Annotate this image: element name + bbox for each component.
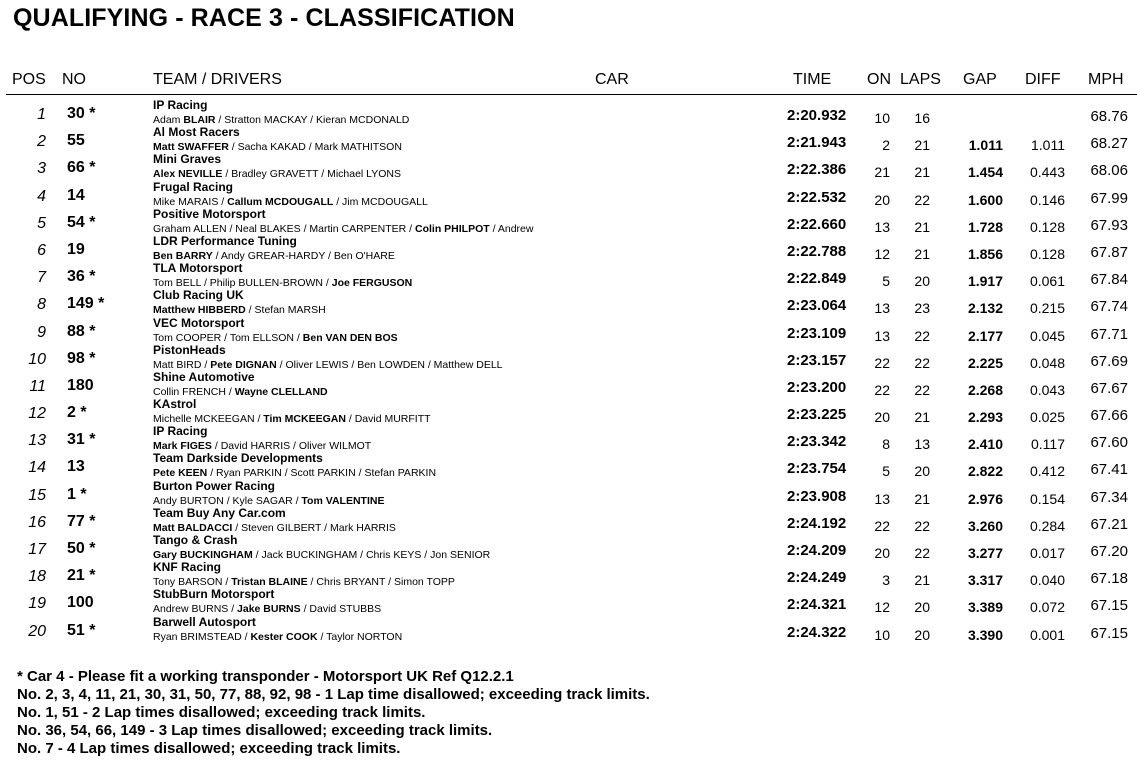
laps-cell: 21	[914, 409, 930, 426]
gap-cell: 3.389	[967, 599, 1003, 616]
diff-cell: 0.443	[1029, 164, 1065, 181]
gap-cell: 3.390	[967, 626, 1003, 643]
driver-name: / David MURFITT	[345, 413, 431, 426]
diff-cell: 0.072	[1029, 599, 1065, 616]
mph-cell: 67.20	[1090, 543, 1128, 560]
team-name: LDR Performance Tuning	[153, 233, 297, 248]
pos-cell: 4	[37, 187, 46, 205]
diff-cell: 0.128	[1029, 245, 1065, 262]
mph-cell: 67.67	[1090, 379, 1128, 397]
driver-name-highlighted: Tim MCKEEGAN	[263, 413, 346, 426]
col-header-gap: GAP	[963, 71, 997, 88]
page-title: QUALIFYING - RACE 3 - CLASSIFICATION	[13, 4, 515, 32]
driver-name: Tom BELL / Philip BULLEN-BROWN /	[153, 277, 332, 290]
pos-cell: 12	[28, 405, 46, 423]
col-header-mph: MPH	[1088, 71, 1124, 88]
car-number-cell: 180	[67, 376, 94, 394]
diff-cell: 0.048	[1029, 354, 1065, 371]
drivers-list	[153, 467, 436, 479]
car-number-cell: 66 *	[67, 159, 96, 177]
pos-cell: 2	[37, 133, 46, 151]
laps-cell: 21	[914, 245, 930, 262]
diff-cell: 0.040	[1029, 572, 1065, 589]
driver-name: / Andy GREAR-HARDY / Ben O'HARE	[212, 249, 395, 262]
table-row	[0, 506, 1137, 533]
laps-cell: 22	[914, 381, 930, 398]
table-row	[0, 370, 1137, 397]
note-line: * Car 4 - Please fit a working transponder - Motorsport UK Ref Q12.2.1	[17, 668, 514, 685]
laps-cell: 20	[914, 273, 930, 290]
team-name: KNF Racing	[153, 560, 222, 575]
table-row	[0, 125, 1137, 152]
pos-cell: 17	[28, 541, 46, 558]
diff-cell: 1.011	[1031, 137, 1065, 154]
car-number-cell: 36 *	[67, 268, 96, 286]
table-row	[0, 451, 1137, 478]
team-name: Tango & Crash	[153, 533, 238, 547]
laps-cell: 23	[914, 300, 930, 317]
drivers-list	[153, 250, 395, 262]
gap-cell: 3.317	[967, 572, 1003, 589]
mph-cell: 67.99	[1090, 189, 1128, 207]
table-row	[0, 288, 1137, 315]
table-row	[0, 587, 1137, 614]
driver-name-highlighted: Matt SWAFFER	[153, 141, 229, 154]
driver-name-highlighted: Matt BALDACCI	[153, 521, 233, 534]
pos-cell: 10	[28, 350, 46, 368]
col-header-on: ON	[867, 71, 891, 88]
team-name: KAstrol	[153, 397, 197, 412]
pos-cell: 18	[28, 568, 46, 586]
drivers-list	[153, 440, 371, 452]
drivers-list	[153, 223, 533, 235]
driver-name-highlighted: Matthew HIBBERD	[153, 304, 246, 317]
gap-cell: 2.293	[967, 409, 1003, 426]
car-number-cell: 19	[67, 240, 85, 258]
driver-name-highlighted: Alex NEVILLE	[153, 168, 223, 181]
col-header-no: NO	[62, 71, 86, 88]
team-name: Mini Graves	[153, 152, 222, 167]
time-cell: 2:20.932	[787, 107, 847, 124]
gap-cell: 2.976	[967, 490, 1003, 507]
laps-cell: 21	[914, 490, 930, 507]
table-row	[0, 234, 1137, 261]
gap-cell: 1.600	[967, 191, 1003, 208]
driver-name: Mike MARAIS /	[153, 195, 228, 208]
driver-name-highlighted: Jake BURNS	[237, 603, 301, 616]
pos-cell: 5	[37, 214, 46, 232]
team-name: Team Buy Any Car.com	[153, 505, 286, 520]
on-lap-cell: 2	[882, 137, 890, 154]
driver-name: Tony BARSON /	[153, 576, 232, 589]
note-line: No. 1, 51 - 2 Lap times disallowed; exceeding track limits.	[17, 704, 426, 721]
driver-name-highlighted: Callum MCDOUGALL	[227, 195, 334, 208]
drivers-list	[153, 495, 384, 507]
notes-section	[17, 668, 650, 758]
on-lap-cell: 12	[874, 599, 890, 616]
time-cell: 2:21.943	[787, 134, 847, 152]
driver-name: / Ryan PARKIN / Scott PARKIN / Stefan PARKIN	[207, 467, 437, 480]
gap-cell: 1.011	[968, 137, 1003, 154]
time-cell: 2:24.322	[787, 623, 847, 641]
on-lap-cell: 5	[882, 463, 890, 480]
on-lap-cell: 3	[882, 572, 890, 589]
gap-cell: 1.856	[967, 245, 1003, 262]
driver-name-highlighted: Mark FIGES	[153, 440, 212, 453]
time-cell: 2:24.192	[787, 514, 847, 532]
team-name: Al Most Racers	[153, 125, 240, 140]
col-header-diff: DIFF	[1025, 71, 1061, 88]
drivers-list	[153, 386, 328, 398]
on-lap-cell: 12	[874, 245, 890, 262]
pos-cell: 7	[37, 269, 46, 287]
on-lap-cell: 13	[874, 490, 890, 507]
car-number-cell: 14	[67, 186, 85, 204]
table-row	[0, 261, 1137, 288]
diff-cell: 0.146	[1029, 191, 1065, 208]
team-name: PistonHeads	[153, 342, 226, 357]
note-line: No. 7 - 4 Lap times disallowed; exceeding track limits.	[17, 740, 401, 757]
mph-cell: 67.15	[1090, 624, 1128, 642]
time-cell: 2:23.064	[787, 297, 847, 315]
drivers-list	[153, 114, 409, 126]
mph-cell: 67.34	[1090, 488, 1128, 506]
diff-cell: 0.117	[1031, 436, 1065, 453]
table-row	[0, 533, 1137, 560]
laps-cell: 21	[914, 164, 930, 181]
mph-cell: 67.41	[1090, 461, 1128, 479]
pos-cell: 9	[37, 323, 46, 341]
drivers-list	[153, 603, 381, 615]
laps-cell: 20	[914, 626, 930, 643]
table-row	[0, 98, 1137, 125]
pos-cell: 6	[37, 241, 46, 259]
team-name: Team Darkside Developments	[153, 451, 323, 466]
drivers-list	[153, 141, 402, 153]
gap-cell: 1.454	[967, 164, 1003, 181]
driver-name-highlighted: Pete KEEN	[153, 467, 208, 480]
driver-name: / Sacha KAKAD / Mark MATHITSON	[228, 141, 402, 154]
diff-cell: 0.043	[1029, 381, 1065, 398]
driver-name-highlighted: Pete DIGNAN	[210, 358, 277, 371]
on-lap-cell: 22	[874, 354, 890, 371]
drivers-list	[153, 522, 396, 534]
pos-cell: 8	[37, 296, 46, 314]
pos-cell: 11	[29, 377, 46, 395]
team-name: Positive Motorsport	[153, 206, 266, 221]
table-row	[0, 560, 1137, 587]
car-number-cell: 54 *	[67, 213, 96, 231]
time-cell: 2:22.788	[787, 242, 847, 260]
driver-name: / Stratton MACKAY / Kieran MCDONALD	[215, 114, 410, 126]
on-lap-cell: 13	[874, 300, 890, 317]
laps-cell: 21	[914, 572, 930, 589]
pos-cell: 14	[28, 459, 46, 477]
laps-cell: 22	[914, 327, 930, 344]
car-number-cell: 21 *	[67, 567, 96, 585]
gap-cell: 1.917	[967, 273, 1003, 290]
drivers-list	[153, 413, 431, 425]
time-cell: 2:23.754	[787, 460, 847, 478]
car-number-cell: 100	[67, 594, 94, 612]
time-cell: 2:22.849	[787, 270, 847, 288]
car-number-cell: 1 *	[67, 485, 87, 503]
time-cell: 2:23.908	[787, 487, 847, 505]
laps-cell: 22	[914, 191, 930, 208]
gap-cell: 3.260	[967, 517, 1003, 534]
drivers-list	[153, 168, 401, 180]
laps-cell: 22	[914, 545, 930, 561]
mph-cell: 67.21	[1090, 515, 1128, 533]
diff-cell: 0.045	[1029, 327, 1065, 344]
driver-name: Michelle MCKEEGAN /	[153, 413, 264, 426]
on-lap-cell: 20	[874, 191, 890, 208]
driver-name: Graham ALLEN / Neal BLAKES / Martin CARPENTER /	[153, 222, 416, 235]
time-cell: 2:22.660	[787, 215, 847, 233]
car-number-cell: 98 *	[67, 349, 96, 367]
team-name: Shine Automotive	[153, 369, 255, 384]
driver-name-highlighted: Colin PHILPOT	[415, 222, 490, 235]
diff-cell: 0.215	[1029, 300, 1065, 317]
classification-table	[0, 98, 1137, 642]
driver-name: / David HARRIS / Oliver WILMOT	[211, 440, 372, 453]
mph-cell: 67.71	[1090, 325, 1128, 343]
on-lap-cell: 22	[874, 381, 890, 398]
laps-cell: 13	[914, 436, 930, 453]
drivers-list	[153, 304, 326, 316]
time-cell: 2:23.225	[787, 406, 847, 424]
driver-name: Ryan BRIMSTEAD /	[153, 630, 251, 643]
on-lap-cell: 8	[882, 436, 890, 453]
mph-cell: 67.74	[1090, 298, 1128, 316]
gap-cell: 2.268	[967, 381, 1003, 398]
mph-cell: 67.84	[1090, 271, 1128, 289]
driver-name-highlighted: Kester COOK	[250, 630, 318, 643]
gap-cell: 2.177	[967, 327, 1003, 344]
on-lap-cell: 20	[874, 545, 890, 561]
diff-cell: 0.025	[1029, 409, 1065, 426]
driver-name: / Taylor NORTON	[317, 630, 403, 643]
diff-cell: 0.017	[1029, 545, 1065, 561]
time-cell: 2:22.386	[787, 161, 847, 179]
col-header-car: CAR	[595, 71, 629, 88]
driver-name-highlighted: Wayne CLELLAND	[234, 385, 328, 398]
driver-name-highlighted: Ben VAN DEN BOS	[302, 331, 398, 344]
drivers-list	[153, 277, 412, 289]
drivers-list	[153, 631, 402, 643]
driver-name: Adam	[153, 114, 184, 126]
driver-name-highlighted: Tristan BLAINE	[231, 576, 308, 589]
team-name: Club Racing UK	[153, 288, 244, 303]
car-number-cell: 31 *	[67, 431, 96, 449]
time-cell: 2:22.532	[787, 188, 847, 206]
table-row	[0, 207, 1137, 234]
mph-cell: 67.15	[1090, 597, 1128, 615]
laps-cell: 21	[914, 218, 930, 235]
driver-name: / Steven GILBERT / Mark HARRIS	[232, 521, 396, 534]
diff-cell: 0.412	[1029, 463, 1065, 480]
mph-cell: 67.66	[1090, 407, 1128, 425]
team-name: StubBurn Motorsport	[153, 587, 275, 602]
table-row	[0, 316, 1137, 343]
time-cell: 2:24.249	[787, 569, 847, 587]
note-line: No. 2, 3, 4, 11, 21, 30, 31, 50, 77, 88, 92, 98 - 1 Lap time disallowed; exceeding track limits.	[17, 686, 650, 703]
time-cell: 2:23.109	[787, 324, 847, 342]
driver-name: / Andrew	[489, 222, 534, 235]
car-number-cell: 149 *	[67, 295, 105, 313]
table-row	[0, 615, 1137, 642]
car-number-cell: 2 *	[67, 404, 87, 422]
pos-cell: 19	[28, 595, 46, 613]
team-name: IP Racing	[153, 424, 208, 439]
drivers-list	[153, 332, 398, 344]
driver-name: / Oliver LEWIS / Ben LOWDEN / Matthew DELL	[276, 358, 503, 371]
driver-name: Matt BIRD /	[153, 358, 211, 371]
car-number-cell: 77 *	[67, 512, 96, 530]
col-header-time: TIME	[793, 71, 832, 88]
laps-cell: 20	[914, 599, 930, 616]
car-number-cell: 50 *	[67, 540, 96, 557]
time-cell: 2:23.157	[787, 351, 847, 369]
table-row	[0, 397, 1137, 424]
team-name: TLA Motorsport	[153, 261, 243, 276]
driver-name: / Stefan MARSH	[245, 304, 326, 317]
mph-cell: 67.87	[1090, 243, 1128, 261]
time-cell: 2:23.200	[787, 378, 847, 396]
on-lap-cell: 10	[874, 626, 890, 643]
diff-cell: 0.001	[1029, 626, 1065, 643]
diff-cell: 0.128	[1029, 218, 1065, 235]
driver-name-highlighted: Ben BARRY	[153, 249, 213, 262]
driver-name: / Bradley GRAVETT / Michael LYONS	[222, 168, 401, 181]
gap-cell: 2.225	[967, 354, 1003, 371]
pos-cell: 16	[28, 513, 46, 531]
col-header-team: TEAM / DRIVERS	[153, 71, 282, 88]
diff-cell: 0.154	[1029, 490, 1065, 507]
car-number-cell: 13	[67, 458, 85, 476]
pos-cell: 13	[28, 432, 46, 450]
mph-cell: 68.27	[1090, 135, 1128, 153]
on-lap-cell: 20	[874, 409, 890, 426]
mph-cell: 67.60	[1090, 434, 1128, 452]
drivers-list	[153, 576, 455, 588]
table-row	[0, 180, 1137, 207]
on-lap-cell: 13	[874, 327, 890, 344]
mph-cell: 67.69	[1090, 352, 1128, 370]
on-lap-cell: 13	[874, 218, 890, 235]
car-number-cell: 55	[67, 132, 85, 150]
note-line: No. 36, 54, 66, 149 - 3 Lap times disallowed; exceeding track limits.	[17, 722, 493, 739]
col-header-laps: LAPS	[900, 71, 941, 88]
team-name: Barwell Autosport	[153, 614, 256, 629]
drivers-list	[153, 196, 428, 208]
col-header-pos: POS	[12, 71, 46, 88]
diff-cell: 0.061	[1029, 273, 1065, 290]
driver-name: Collin FRENCH /	[153, 385, 235, 398]
car-number-cell: 30 *	[67, 105, 96, 122]
laps-cell: 21	[914, 137, 930, 154]
mph-cell: 67.18	[1090, 570, 1128, 588]
car-number-cell: 51 *	[67, 621, 96, 639]
team-name: IP Racing	[153, 98, 208, 112]
gap-cell: 2.132	[967, 300, 1003, 317]
laps-cell: 22	[914, 354, 930, 371]
pos-cell: 1	[37, 106, 46, 123]
pos-cell: 3	[37, 160, 46, 178]
team-name: Burton Power Racing	[153, 478, 276, 493]
pos-cell: 20	[28, 622, 46, 640]
driver-name: Andy BURTON / Kyle SAGAR /	[153, 494, 302, 507]
time-cell: 2:23.342	[787, 433, 847, 451]
laps-cell: 22	[914, 517, 930, 534]
driver-name-highlighted: BLAIR	[183, 114, 216, 126]
team-name: VEC Motorsport	[153, 315, 245, 330]
gap-cell: 2.410	[967, 436, 1003, 453]
mph-cell: 68.06	[1090, 162, 1128, 180]
on-lap-cell: 5	[882, 273, 890, 290]
gap-cell: 2.822	[967, 463, 1003, 480]
driver-name: / Chris BRYANT / Simon TOPP	[307, 576, 455, 589]
laps-cell: 20	[914, 463, 930, 480]
time-cell: 2:24.209	[787, 542, 847, 559]
table-row	[0, 424, 1137, 451]
driver-name: / David STUBBS	[300, 603, 382, 616]
team-name: Frugal Racing	[153, 179, 234, 194]
header-divider	[6, 94, 1137, 95]
driver-name: / Jim MCDOUGALL	[333, 195, 428, 208]
driver-name: Tom COOPER / Tom ELLSON /	[153, 331, 303, 344]
on-lap-cell: 21	[874, 164, 890, 181]
gap-cell: 1.728	[967, 218, 1003, 235]
on-lap-cell: 22	[874, 517, 890, 534]
time-cell: 2:24.321	[787, 596, 847, 614]
diff-cell: 0.284	[1029, 517, 1065, 534]
car-number-cell: 88 *	[67, 322, 96, 340]
mph-cell: 68.76	[1090, 108, 1128, 125]
driver-name-highlighted: Joe FERGUSON	[331, 277, 413, 290]
driver-name-highlighted: Gary BUCKINGHAM	[153, 549, 253, 561]
driver-name-highlighted: Tom VALENTINE	[301, 494, 385, 507]
mph-cell: 67.93	[1090, 216, 1128, 234]
drivers-list	[153, 549, 490, 561]
driver-name: / Jack BUCKINGHAM / Chris KEYS / Jon SENIOR	[252, 549, 491, 561]
table-row	[0, 152, 1137, 179]
laps-cell: 16	[914, 110, 930, 126]
table-row	[0, 343, 1137, 370]
table-row	[0, 479, 1137, 506]
driver-name: Andrew BURNS /	[153, 603, 238, 616]
gap-cell: 3.277	[967, 545, 1003, 561]
drivers-list	[153, 359, 503, 371]
pos-cell: 15	[28, 486, 46, 504]
on-lap-cell: 10	[874, 110, 890, 126]
